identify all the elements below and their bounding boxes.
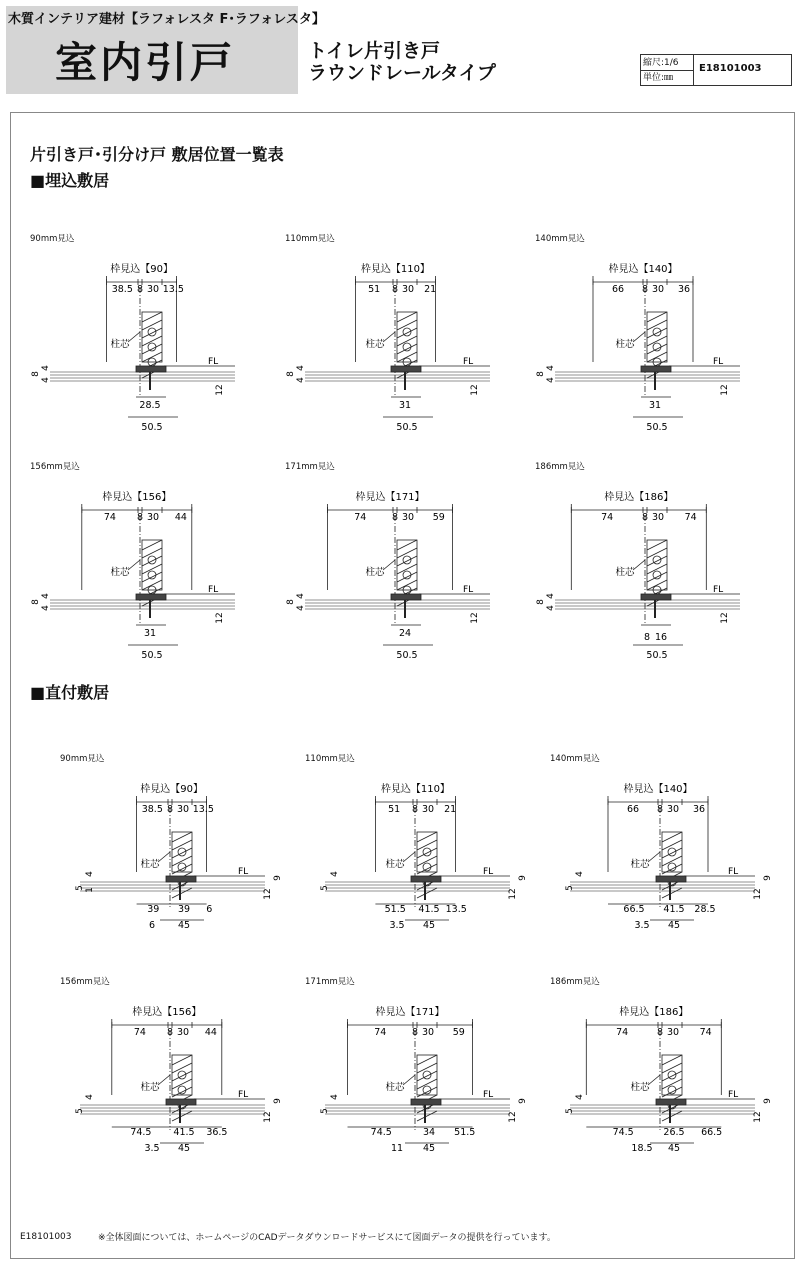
section-diagram xyxy=(550,752,800,942)
left-dim: 4 xyxy=(330,871,340,877)
frame-label: 枠見込【140】 xyxy=(623,784,693,795)
top-dim: 74 xyxy=(133,1027,146,1038)
under-dim: 26.5 xyxy=(663,1127,685,1138)
under-dim: 74.5 xyxy=(130,1127,152,1138)
left-dim: 4 xyxy=(575,871,585,877)
fl-label: FL xyxy=(463,585,474,595)
left-dim: 4 xyxy=(546,593,556,599)
small-dim: 11 xyxy=(390,1143,404,1154)
left-dim: 8 xyxy=(286,599,296,605)
right-dim: 12 xyxy=(470,612,480,624)
left-dim: 5 xyxy=(565,1108,575,1114)
diagram-svg xyxy=(550,975,800,1165)
fl-label: FL xyxy=(728,867,739,877)
bottom-dim: 50.5 xyxy=(141,650,163,661)
frame-label: 枠見込【110】 xyxy=(360,264,430,275)
under-dim: 39 xyxy=(177,904,191,915)
frame-label: 枠見込【110】 xyxy=(380,784,450,795)
bottom-dim: 45 xyxy=(422,1143,436,1154)
diagram-svg xyxy=(30,232,280,433)
top-dim: 8 xyxy=(411,1027,419,1038)
bottom-dim: 50.5 xyxy=(396,650,418,661)
top-dim: 21 xyxy=(444,804,457,815)
right-dim: 9 xyxy=(518,1098,528,1104)
product-line-1: トイレ片引き戸 xyxy=(308,40,441,62)
top-dim: 38.5 xyxy=(141,804,163,815)
figure-caption: 186mm見込 xyxy=(535,462,585,472)
right-dim: 12 xyxy=(508,888,518,900)
footer-code: E18101003 xyxy=(20,1232,72,1242)
top-dim: 59 xyxy=(452,1027,465,1038)
scale-value: 1/6 xyxy=(664,58,679,68)
left-dim: 5 xyxy=(320,1108,330,1114)
figure-caption: 140mm見込 xyxy=(535,234,585,244)
left-dim: 4 xyxy=(546,365,556,371)
top-dim: 59 xyxy=(432,512,445,523)
fl-label: FL xyxy=(713,357,724,367)
post-center-label: 柱芯 xyxy=(365,339,385,350)
diagram-svg xyxy=(285,232,535,433)
series-label: 木質インテリア建材【ラフォレスタ F･ラフォレスタ】 xyxy=(8,12,325,27)
left-dim: 4 xyxy=(41,377,51,383)
frame-label: 枠見込【171】 xyxy=(355,492,425,503)
figure-caption: 110mm見込 xyxy=(285,234,335,244)
section-diagram xyxy=(305,752,555,942)
unit-value: ㎜ xyxy=(664,73,674,83)
left-dim: 4 xyxy=(575,1094,585,1100)
diagram-svg xyxy=(285,460,535,661)
right-dim: 12 xyxy=(753,888,763,900)
post-center-label: 柱芯 xyxy=(385,1082,405,1093)
top-dim: 30 xyxy=(176,804,190,815)
left-dim: 4 xyxy=(41,593,51,599)
left-dim: 5 xyxy=(320,885,330,891)
section-diagram xyxy=(305,975,555,1165)
figure-caption: 171mm見込 xyxy=(285,462,335,472)
left-dim: 4 xyxy=(546,605,556,611)
top-dim: 74 xyxy=(103,512,116,523)
frame-label: 枠見込【186】 xyxy=(604,492,674,503)
bottom-dim: 50.5 xyxy=(141,422,163,433)
small-dim: 18.5 xyxy=(631,1143,653,1154)
top-dim: 74 xyxy=(684,512,697,523)
top-dim: 30 xyxy=(421,804,435,815)
under-dim: 41.5 xyxy=(173,1127,195,1138)
bottom-dim: 50.5 xyxy=(396,422,418,433)
diagram-svg xyxy=(60,975,310,1165)
page-title: 室内引戸 xyxy=(55,38,236,87)
bottom-dim: 45 xyxy=(667,920,681,931)
right-dim: 9 xyxy=(763,875,773,881)
post-center-label: 柱芯 xyxy=(615,339,635,350)
post-center-label: 柱芯 xyxy=(615,567,635,578)
under-dim: 51.5 xyxy=(454,1127,476,1138)
under-dim: 74.5 xyxy=(370,1127,392,1138)
top-dim: 74 xyxy=(616,1027,629,1038)
fl-label: FL xyxy=(238,867,249,877)
product-name xyxy=(308,40,496,84)
section-title-embedded: ■埋込敷居 xyxy=(30,171,110,190)
left-dim: 4 xyxy=(296,365,306,371)
post-center-label: 柱芯 xyxy=(630,859,650,870)
left-dim: 8 xyxy=(536,371,546,377)
top-dim: 8 xyxy=(641,284,649,295)
left-dim: 4 xyxy=(296,377,306,383)
right-dim: 9 xyxy=(763,1098,773,1104)
under-dim: 66.5 xyxy=(623,904,645,915)
page-heading: 片引き戸･引分け戸 敷居位置一覧表 xyxy=(30,145,284,164)
scale-label: 縮尺: xyxy=(643,58,665,68)
post-center-label: 柱芯 xyxy=(110,339,130,350)
top-dim: 8 xyxy=(656,804,664,815)
figure-caption: 186mm見込 xyxy=(550,977,600,987)
small-dim: 3.5 xyxy=(144,1143,160,1154)
figure-caption: 90mm見込 xyxy=(60,754,105,764)
top-dim: 38.5 xyxy=(111,284,133,295)
bottom-dim: 45 xyxy=(422,920,436,931)
top-dim: 44 xyxy=(174,512,187,523)
frame-label: 枠見込【186】 xyxy=(619,1007,689,1018)
section-diagram xyxy=(30,232,280,433)
fl-label: FL xyxy=(463,357,474,367)
top-dim: 8 xyxy=(166,804,174,815)
inner-dim: 31 xyxy=(648,400,662,411)
unit-label: 単位: xyxy=(643,73,665,83)
diagram-svg xyxy=(535,232,785,433)
top-dim: 13.5 xyxy=(192,804,214,815)
right-dim: 9 xyxy=(518,875,528,881)
bottom-dim: 45 xyxy=(177,1143,191,1154)
top-dim: 30 xyxy=(146,284,160,295)
frame-label: 枠見込【90】 xyxy=(110,264,173,275)
left-dim: 5 xyxy=(565,885,575,891)
section-diagram xyxy=(550,975,800,1165)
product-line-2: ラウンドレールタイプ xyxy=(308,62,496,84)
top-dim: 8 xyxy=(136,512,144,523)
fl-label: FL xyxy=(238,1090,249,1100)
under-dim: 41.5 xyxy=(418,904,440,915)
small-dim: 3.5 xyxy=(634,920,650,931)
figure-caption: 156mm見込 xyxy=(30,462,80,472)
top-dim: 8 xyxy=(166,1027,174,1038)
left-dim: 4 xyxy=(85,1094,95,1100)
top-dim: 13.5 xyxy=(162,284,184,295)
left-dim: 8 xyxy=(31,599,41,605)
top-dim: 30 xyxy=(401,284,415,295)
left-dim: 4 xyxy=(296,593,306,599)
right-dim: 12 xyxy=(215,612,225,624)
frame-label: 枠見込【156】 xyxy=(132,1007,202,1018)
small-dim: 6 xyxy=(148,920,156,931)
section-diagram xyxy=(30,460,280,661)
left-dim: 5 xyxy=(75,1108,85,1114)
left-dim: 8 xyxy=(536,599,546,605)
right-dim: 12 xyxy=(263,1111,273,1123)
post-center-label: 柱芯 xyxy=(630,1082,650,1093)
section-diagram xyxy=(535,232,785,433)
left-dim: 4 xyxy=(41,365,51,371)
frame-label: 枠見込【90】 xyxy=(140,784,203,795)
diagram-svg xyxy=(305,975,555,1165)
left-dim: 8 xyxy=(286,371,296,377)
top-dim: 30 xyxy=(651,512,665,523)
figure-caption: 171mm見込 xyxy=(305,977,355,987)
under-dim: 36.5 xyxy=(206,1127,228,1138)
top-dim: 51 xyxy=(368,284,381,295)
under-dim: 39 xyxy=(147,904,160,915)
left-dim: 5 xyxy=(75,885,85,891)
fl-label: FL xyxy=(208,357,219,367)
under-dim: 6 xyxy=(206,904,213,915)
section-diagram xyxy=(60,975,310,1165)
top-dim: 30 xyxy=(421,1027,435,1038)
right-dim: 9 xyxy=(273,1098,283,1104)
post-center-label: 柱芯 xyxy=(140,859,160,870)
drawing-info-box xyxy=(640,54,792,86)
top-dim: 36 xyxy=(677,284,691,295)
frame-label: 枠見込【140】 xyxy=(608,264,678,275)
right-dim: 12 xyxy=(508,1111,518,1123)
right-dim: 12 xyxy=(720,612,730,624)
figure-caption: 156mm見込 xyxy=(60,977,110,987)
under-dim: 41.5 xyxy=(663,904,685,915)
top-dim: 74 xyxy=(374,1027,387,1038)
inner-dim: 28.5 xyxy=(139,400,161,411)
left-dim: 4 xyxy=(330,1094,340,1100)
unit-cell xyxy=(641,70,694,85)
top-dim: 8 xyxy=(391,284,399,295)
fl-label: FL xyxy=(483,867,494,877)
frame-label: 枠見込【156】 xyxy=(102,492,172,503)
post-center-label: 柱芯 xyxy=(110,567,130,578)
top-dim: 66 xyxy=(611,284,625,295)
fl-label: FL xyxy=(713,585,724,595)
right-dim: 12 xyxy=(215,384,225,396)
section-diagram xyxy=(60,752,310,942)
fl-label: FL xyxy=(728,1090,739,1100)
top-dim: 8 xyxy=(391,512,399,523)
figure-caption: 140mm見込 xyxy=(550,754,600,764)
diagram-svg xyxy=(535,460,785,661)
figure-caption: 110mm見込 xyxy=(305,754,355,764)
under-dim: 51.5 xyxy=(384,904,406,915)
under-dim: 66.5 xyxy=(701,1127,723,1138)
section-diagram xyxy=(285,232,535,433)
left-dim: 4 xyxy=(296,605,306,611)
top-dim: 30 xyxy=(666,804,680,815)
bottom-dim: 45 xyxy=(667,1143,681,1154)
top-dim: 36 xyxy=(692,804,706,815)
fl-label: FL xyxy=(483,1090,494,1100)
top-dim: 21 xyxy=(424,284,437,295)
top-dim: 74 xyxy=(354,512,367,523)
top-dim: 44 xyxy=(204,1027,217,1038)
under-dim: 34 xyxy=(422,1127,436,1138)
top-dim: 51 xyxy=(388,804,401,815)
left-dim: 4 xyxy=(41,605,51,611)
diagram-svg xyxy=(550,752,800,942)
inner-dim: 24 xyxy=(398,628,412,639)
section-diagram xyxy=(535,460,785,661)
section-diagram xyxy=(285,460,535,661)
top-dim: 30 xyxy=(176,1027,190,1038)
top-dim: 8 xyxy=(136,284,144,295)
post-center-label: 柱芯 xyxy=(365,567,385,578)
left-dim: 8 xyxy=(31,371,41,377)
under-dim: 28.5 xyxy=(694,904,716,915)
right-dim: 12 xyxy=(720,384,730,396)
scale-cell xyxy=(641,55,694,71)
inner-dim: 31 xyxy=(143,628,157,639)
inner-dim: 31 xyxy=(398,400,412,411)
top-dim: 8 xyxy=(411,804,419,815)
footer-note: ※全体図面については、ホームページのCADデータダウンロードサービスにて図面データの提供を行っています。 xyxy=(98,1233,556,1243)
figure-caption: 90mm見込 xyxy=(30,234,75,244)
under-dim: 74.5 xyxy=(612,1127,634,1138)
bottom-dim: 50.5 xyxy=(646,422,668,433)
top-dim: 8 xyxy=(641,512,649,523)
drawing-code: E18101003 xyxy=(699,63,762,74)
under-dim: 13.5 xyxy=(445,904,467,915)
top-dim: 30 xyxy=(666,1027,680,1038)
top-dim: 30 xyxy=(651,284,665,295)
top-dim: 30 xyxy=(146,512,160,523)
diagram-svg xyxy=(30,460,280,661)
fl-label: FL xyxy=(208,585,219,595)
diagram-svg xyxy=(60,752,310,942)
bottom-dim: 45 xyxy=(177,920,191,931)
right-dim: 12 xyxy=(470,384,480,396)
post-center-label: 柱芯 xyxy=(385,859,405,870)
left-dim: 4 xyxy=(546,377,556,383)
diagram-svg xyxy=(305,752,555,942)
left-dim: 1 xyxy=(85,887,95,893)
inner-dim: 8 xyxy=(643,632,651,643)
right-dim: 12 xyxy=(753,1111,763,1123)
top-dim: 74 xyxy=(601,512,614,523)
left-dim: 4 xyxy=(85,871,95,877)
top-dim: 8 xyxy=(656,1027,664,1038)
post-center-label: 柱芯 xyxy=(140,1082,160,1093)
top-dim: 66 xyxy=(626,804,640,815)
frame-label: 枠見込【171】 xyxy=(375,1007,445,1018)
top-dim: 30 xyxy=(401,512,415,523)
top-dim: 74 xyxy=(699,1027,712,1038)
section-title-surface: ■直付敷居 xyxy=(30,683,110,702)
bottom-dim: 50.5 xyxy=(646,650,668,661)
small-dim: 3.5 xyxy=(389,920,405,931)
inner-dim: 16 xyxy=(654,632,668,643)
right-dim: 9 xyxy=(273,875,283,881)
right-dim: 12 xyxy=(263,888,273,900)
